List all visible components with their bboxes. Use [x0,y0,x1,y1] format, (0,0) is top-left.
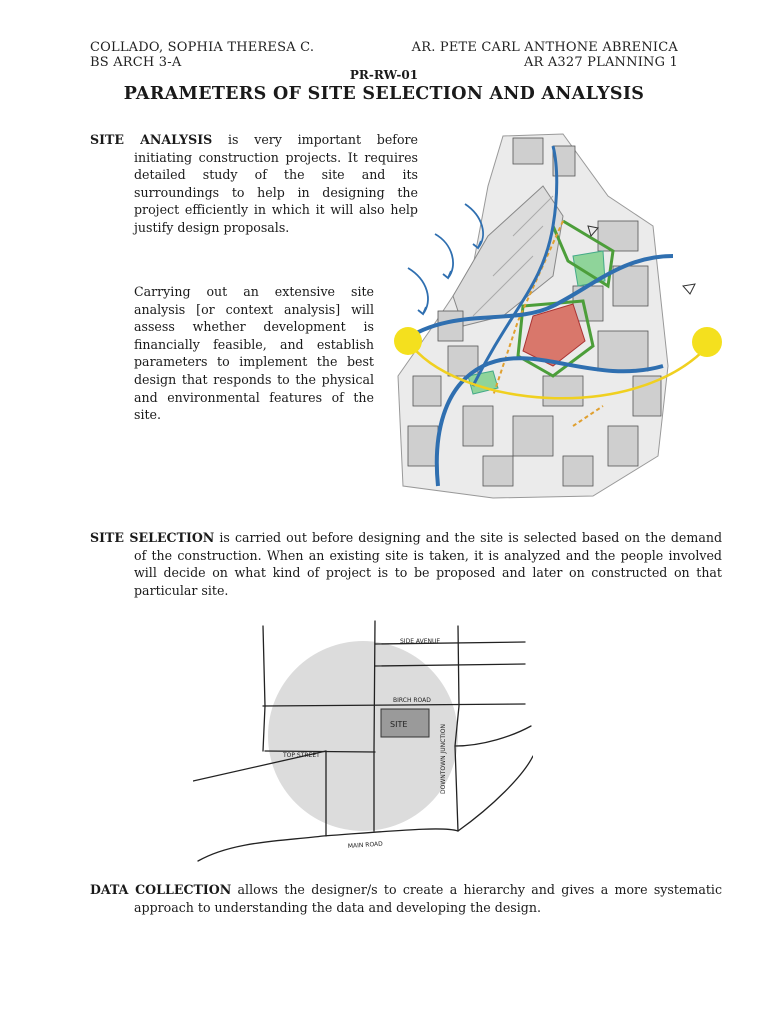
data-collection-heading: DATA COLLECTION [90,882,232,897]
site-selection-heading: SITE SELECTION [90,530,215,545]
header-course: AR A327 PLANNING 1 [523,55,678,70]
site-selection-text: is carried out before designing and the site is selected based on the demand of the construction. When an existing site is taken, it is analyzed and the people involved will decide on what kind of project is to be proposed and later on constructed on that particular site. [134,530,723,598]
header-instructor: AR. PETE CARL ANTHONE ABRENICA [411,40,678,55]
data-collection-paragraph [90,881,722,916]
top-street-label: SIDE AVENUE [400,638,441,645]
site-analysis-paragraph-2: Carrying out an extensive site analysis [or context analysis] will assess whether development is financially feasible, and establish parameters to implement the best design that responds to the physical and environmental features of the site. [134,284,374,423]
site-label: SITE [390,720,408,729]
site-analysis-heading: SITE ANALYSIS [90,132,213,147]
site-selection-paragraph [90,529,722,599]
mid-road-label: BIRCH ROAD [393,697,431,704]
bottom-road-label: MAIN ROAD [347,840,384,850]
header-student-name: COLLADO, SOPHIA THERESA C. [90,40,315,55]
data-collection-text: allows the designer/s to create a hierarchy and gives a more systematic approach to understanding the data and developing the design. [134,882,722,915]
site-analysis-paragraph [90,131,418,237]
left-street-label: TOP STREET [283,752,320,759]
header-student-section: BS ARCH 3-A [90,55,182,70]
document-code: PR-RW-01 [349,68,419,82]
site-analysis-map-illustration [393,126,723,500]
vertical-street-label: DOWNTOWN JUNCTION [440,724,447,794]
page-title: PARAMETERS OF SITE SELECTION AND ANALYSIS [123,84,645,104]
site-selection-sketch [193,616,533,866]
site-analysis-text: is very important before initiating construction projects. It requires detailed study of the site and its surroundings to help in designing the project efficiently in which it will also help justify design proposals. [134,132,418,235]
